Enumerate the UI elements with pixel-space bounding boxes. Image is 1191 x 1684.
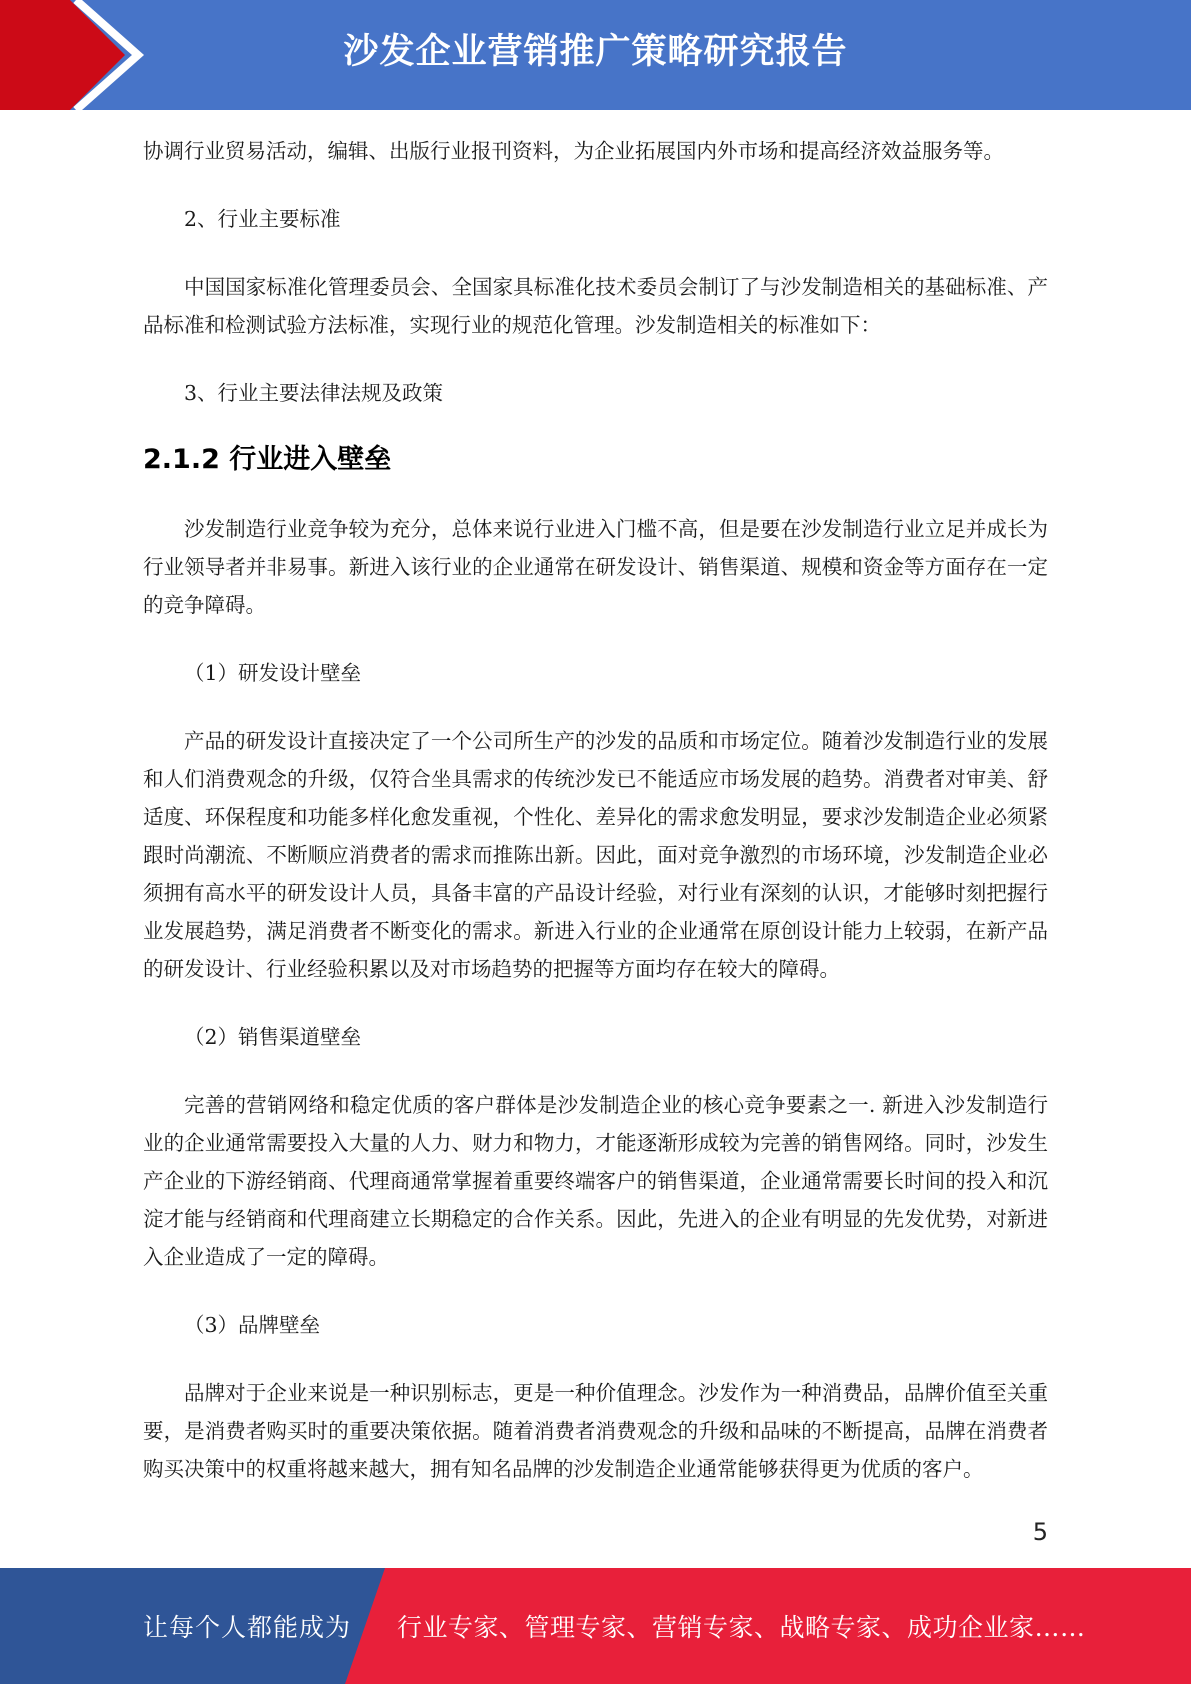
- page-number: 5: [1032, 1518, 1048, 1546]
- subheading-rd-barrier: （1）研发设计壁垒: [184, 661, 362, 685]
- subheading-sales-barrier: （2）销售渠道壁垒: [184, 1025, 362, 1049]
- subheading-brand-barrier: （3）品牌壁垒: [184, 1313, 321, 1337]
- standards-paragraph: 中国国家标准化管理委员会、全国家具标准化技术委员会制订了与沙发制造相关的基础标准、产品标准和检测试验方法标准，实现行业的规范化管理。沙发制造相关的标准如下：: [143, 275, 1048, 337]
- footer-slogan-right: 行业专家、管理专家、营销专家、战略专家、成功企业家……: [397, 1613, 1086, 1642]
- sales-barrier-paragraph: 完善的营销网络和稳定优质的客户群体是沙发制造企业的核心竞争要素之一. 新进入沙发制造行业的企业通常需要投入大量的人力、财力和物力，才能逐渐形成较为完善的销售网络。同时，沙发生产企业的下游经销商、代理商通常掌握着重要终端客户的销售渠道，企业通常需要长时间的投入和沉淀才能与经销商和代理商建立长期稳定的合作关系。因此，先进入的企业有明显的先发优势，对新进入企业造成了一定的障碍。: [143, 1093, 1048, 1269]
- page-footer: [0, 1568, 1191, 1684]
- subheading-laws: 3、行业主要法律法规及政策: [184, 381, 444, 405]
- page-header: [0, 0, 1191, 110]
- rd-barrier-paragraph: 产品的研发设计直接决定了一个公司所生产的沙发的品质和市场定位。随着沙发制造行业的发展和人们消费观念的升级，仅符合坐具需求的传统沙发已不能适应市场发展的趋势。消费者对审美、舒适度、环保程度和功能多样化愈发重视，个性化、差异化的需求愈发明显，要求沙发制造企业必须紧跟时尚潮流、不断顺应消费者的需求而推陈出新。因此，面对竞争激烈的市场环境，沙发制造企业必须拥有高水平的研发设计人员，具备丰富的产品设计经验，对行业有深刻的认识，才能够时刻把握行业发展趋势，满足消费者不断变化的需求。新进入行业的企业通常在原创设计能力上较弱，在新产品的研发设计、行业经验积累以及对市场趋势的把握等方面均存在较大的障碍。: [143, 729, 1048, 981]
- section-heading: 2.1.2 行业进入壁垒: [143, 444, 392, 475]
- barrier-intro-paragraph: 沙发制造行业竞争较为充分，总体来说行业进入门槛不高，但是要在沙发制造行业立足并成长为行业领导者并非易事。新进入该行业的企业通常在研发设计、销售渠道、规模和资金等方面存在一定的竞争障碍。: [143, 517, 1048, 617]
- footer-slogan-left: 让每个人都能成为: [143, 1613, 352, 1642]
- report-title: 沙发企业营销推广策略研究报告: [343, 32, 848, 72]
- subheading-standards: 2、行业主要标准: [184, 207, 341, 231]
- page-body: [143, 132, 1048, 1518]
- intro-paragraph: 协调行业贸易活动，编辑、出版行业报刊资料，为企业拓展国内外市场和提高经济效益服务等。: [143, 139, 1004, 163]
- brand-barrier-paragraph: 品牌对于企业来说是一种识别标志，更是一种价值理念。沙发作为一种消费品，品牌价值至关重要，是消费者购买时的重要决策依据。随着消费者消费观念的升级和品味的不断提高，品牌在消费者购买决策中的权重将越来越大，拥有知名品牌的沙发制造企业通常能够获得更为优质的客户。: [143, 1381, 1048, 1481]
